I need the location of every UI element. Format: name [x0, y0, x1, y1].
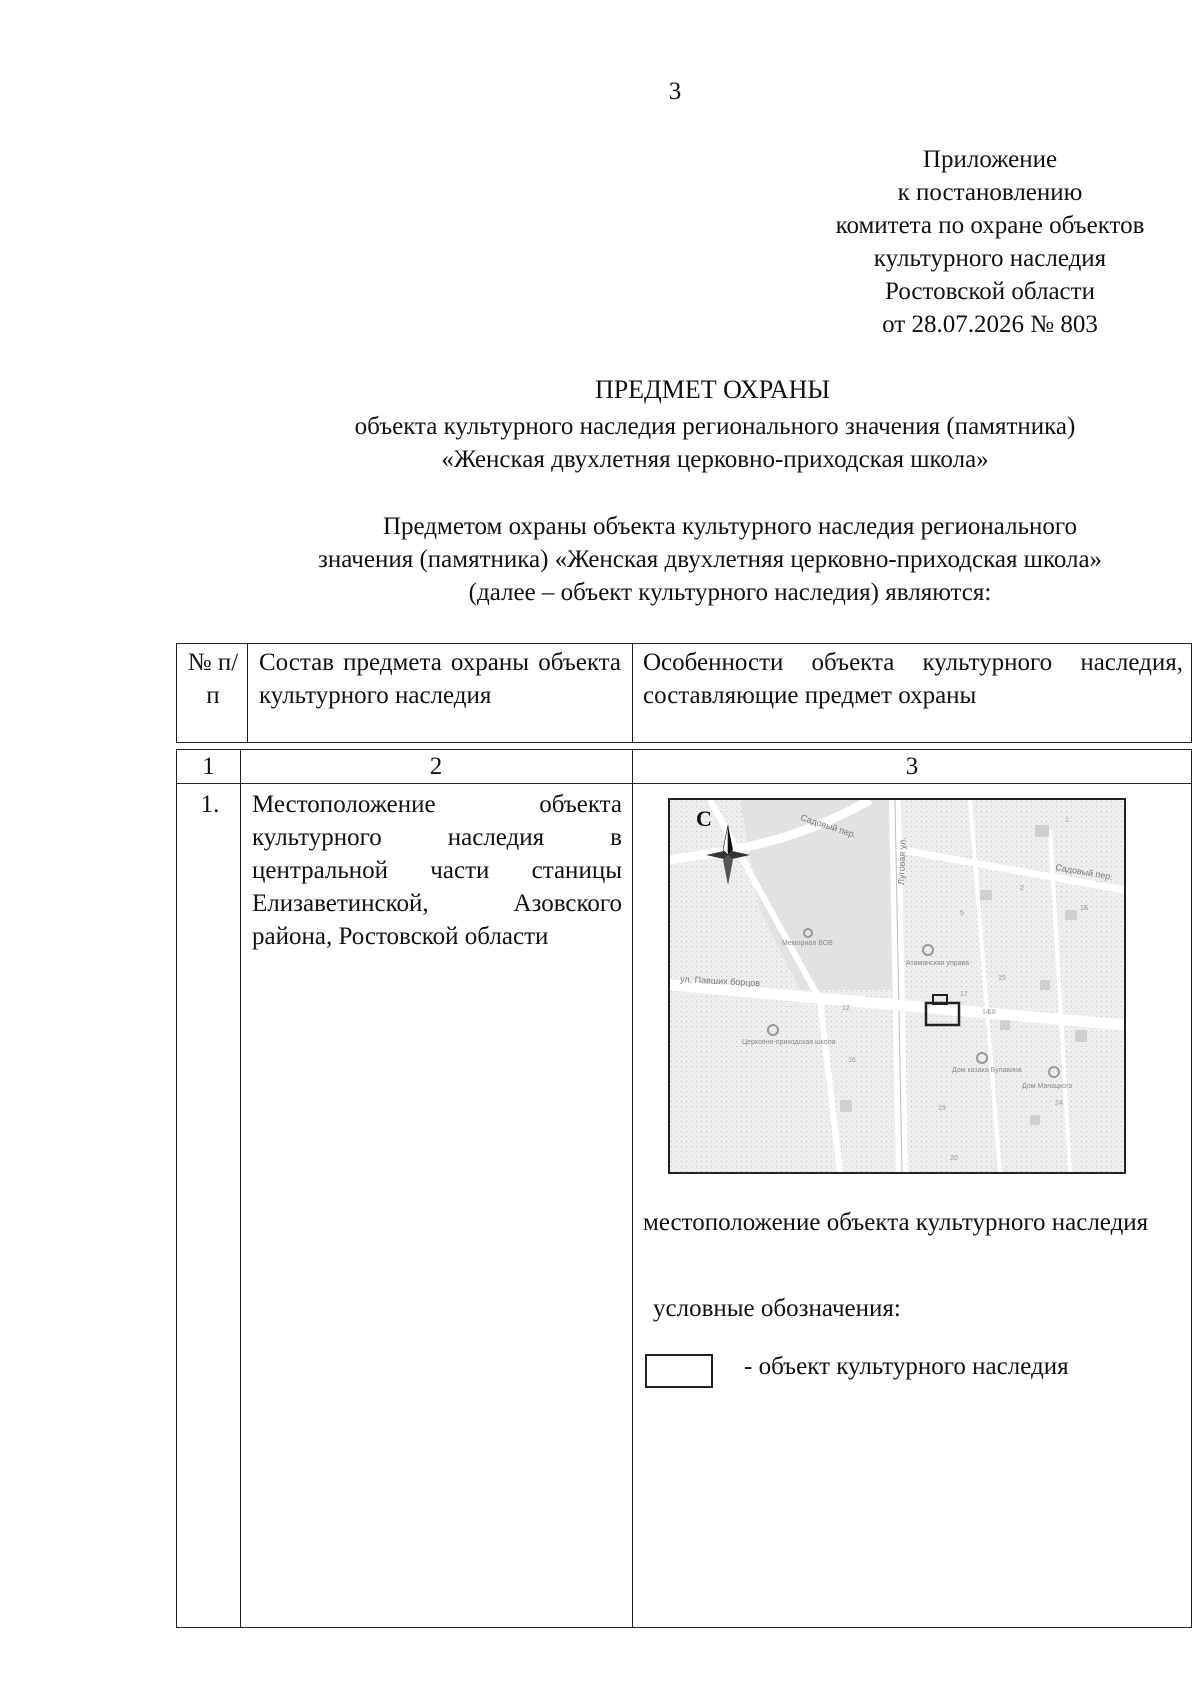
page-number: 3: [668, 78, 682, 105]
house-number: 20: [950, 1155, 958, 1162]
header-composition: Состав предмета охраны объекта культурного наследия: [259, 649, 621, 709]
numbers-cell: 2: [429, 753, 443, 780]
place-label: Дом казака Булавина: [952, 1067, 1022, 1074]
place-label: Мемориал ВОВ: [782, 940, 833, 947]
house-number: 17: [960, 991, 968, 998]
map-caption: местоположение объекта культурного наследия: [643, 1209, 1149, 1236]
intro-line: значения (памятника) «Женская двухлетняя церковно-приходская школа»: [317, 546, 1103, 573]
place-label: Церковно-приходская школа: [742, 1039, 836, 1046]
row-composition: Местоположение объекта культурного наследия в центральной части станицы Елизаветинской, Азовского района, Ростовской области: [252, 791, 622, 950]
house-number: 24: [1055, 1100, 1063, 1107]
annex-header: [760, 143, 1200, 341]
house-number: 19: [938, 1105, 946, 1112]
header-number: № п/п: [187, 649, 239, 709]
legend-title: условные обозначения:: [653, 1295, 901, 1322]
place-label: Атаманская управа: [906, 960, 970, 967]
header-features: Особенности объекта культурного наследия, составляющие предмет охраны: [643, 649, 1183, 709]
annex-line: комитета по охране объектов: [835, 212, 1145, 239]
house-number: 5: [960, 910, 964, 917]
numbers-cell: 1: [202, 753, 215, 780]
intro-paragraph: [170, 510, 1200, 609]
house-number: 1: [1065, 817, 1069, 824]
document-title: ПРЕДМЕТ ОХРАНЫ: [594, 375, 831, 404]
map-graphic: [670, 800, 1124, 1172]
subtitle-line: «Женская двухлетняя церковно-приходская школа»: [441, 446, 989, 473]
legend-symbol-box: [645, 1354, 713, 1388]
legend-item-label: - объект культурного наследия: [744, 1353, 1069, 1380]
house-number: 2: [1020, 885, 1024, 892]
house-number: 16: [848, 1057, 856, 1064]
house-number: 1Б: [1080, 905, 1089, 912]
intro-line: (далее – объект культурного наследия) являются:: [468, 579, 992, 606]
intro-line: Предметом охраны объекта культурного наследия регионального: [382, 513, 1077, 540]
house-number: 15: [998, 975, 1006, 982]
street-label: Садовый пер.: [1054, 862, 1114, 883]
location-map: [668, 798, 1126, 1174]
street-label: ул. Павших борцов: [679, 974, 761, 989]
table-header: [176, 643, 1192, 743]
house-number: 12: [842, 1005, 850, 1012]
street-label: Садовый пер.: [799, 812, 858, 840]
annex-line: к постановлению: [897, 179, 1083, 206]
numbers-cell: 3: [905, 753, 919, 780]
house-number: 14: [982, 1009, 990, 1016]
annex-line: культурного наследия: [873, 245, 1107, 272]
subtitle-line: объекта культурного наследия регионального значения (памятника): [354, 413, 1076, 440]
annex-line: от 28.07.2026 № 803: [882, 311, 1098, 338]
row-number: 1.: [200, 791, 220, 818]
annex-line: Приложение: [922, 146, 1058, 173]
place-label: Дом Манацкого: [1022, 1083, 1073, 1090]
annex-line: Ростовской области: [885, 278, 1095, 305]
street-label: Луговая ул.: [896, 837, 908, 886]
document-subtitle: [200, 410, 1200, 476]
compass-letter: С: [696, 806, 712, 831]
house-number: 18: [988, 1009, 996, 1016]
